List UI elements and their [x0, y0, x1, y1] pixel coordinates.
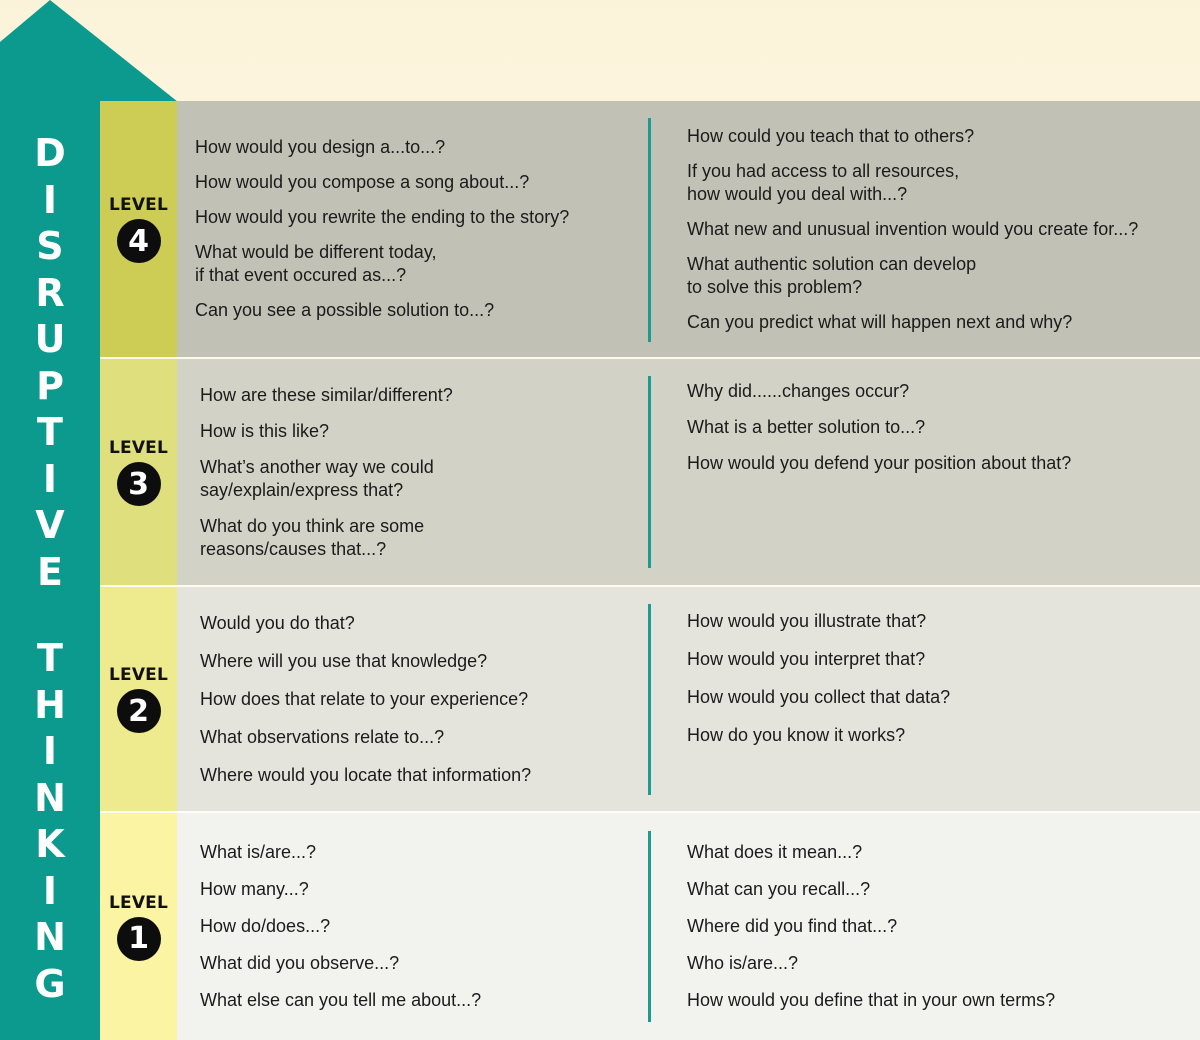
level-3-right-questions	[687, 359, 1197, 585]
title-letter: R	[35, 270, 65, 315]
level-number-badge: 3	[117, 462, 161, 506]
disruptive-thinking-title	[0, 130, 100, 1007]
title-letter: I	[42, 177, 58, 222]
title-letter: I	[42, 456, 58, 501]
question-item: Why did......changes occur?	[687, 381, 910, 401]
column-divider	[648, 118, 651, 342]
question-item: How would you illustrate that?	[687, 611, 927, 631]
level-label: LEVEL	[108, 438, 169, 458]
level-1-row	[100, 813, 1200, 1040]
question-item: How would you define that in your own terms?	[687, 990, 1056, 1010]
question-item: What authentic solution can develop to solve this problem?	[687, 253, 977, 297]
level-4-row	[100, 101, 1200, 357]
title-letter: N	[34, 775, 66, 820]
question-item: Would you do that?	[200, 612, 355, 633]
question-item: What else can you tell me about...?	[200, 990, 482, 1010]
question-item: How would you compose a song about...?	[195, 172, 530, 192]
title-letter: H	[34, 682, 66, 727]
question-item: Can you predict what will happen next and why?	[687, 311, 1073, 332]
level-number-badge: 2	[117, 689, 161, 733]
title-letter: D	[34, 131, 66, 175]
question-item: What do you think are some reasons/causes that...?	[200, 515, 425, 559]
column-divider	[648, 604, 651, 795]
question-item: How does that relate to your experience?	[200, 688, 529, 709]
level-label: LEVEL	[108, 665, 169, 685]
level-4-tab	[100, 101, 177, 357]
question-item: What did you observe...?	[200, 953, 400, 973]
level-label: LEVEL	[108, 892, 169, 913]
level-4-right-questions	[687, 101, 1197, 357]
title-letter: K	[35, 822, 65, 866]
level-3-left-questions	[200, 359, 650, 585]
question-item: How are these similar/different?	[200, 384, 453, 405]
title-letter: G	[34, 961, 66, 1006]
question-item: Where would you locate that information?	[200, 764, 532, 785]
question-item: What is/are...?	[200, 842, 317, 862]
level-2-tab	[100, 587, 177, 811]
question-item: Can you see a possible solution to...?	[195, 300, 495, 320]
level-1-left-questions	[200, 813, 650, 1040]
question-item: What observations relate to...?	[200, 726, 445, 747]
question-item: What would be different today, if that event occured as...?	[195, 242, 437, 285]
arrow-head	[0, 0, 180, 102]
question-item: What does it mean...?	[687, 842, 863, 862]
level-number-badge: 4	[117, 219, 161, 263]
title-letter: P	[36, 363, 64, 408]
level-1-right-questions	[687, 813, 1197, 1040]
level-3-row	[100, 359, 1200, 585]
level-1-tab	[100, 813, 177, 1040]
question-item: Who is/are...?	[687, 953, 799, 973]
level-2-left-questions	[200, 587, 650, 811]
level-3-tab	[100, 359, 177, 585]
column-divider	[648, 831, 651, 1022]
level-number-badge: 1	[117, 917, 161, 961]
question-item: What can you recall...?	[687, 879, 871, 899]
title-letter: S	[36, 224, 64, 268]
title-letter: U	[34, 317, 66, 361]
level-label: LEVEL	[108, 195, 169, 215]
question-item: Where did you find that...?	[687, 916, 898, 936]
level-4-left-questions	[195, 101, 645, 357]
title-word-thinking	[34, 635, 66, 1007]
question-item: How would you defend your position about that?	[687, 453, 1072, 473]
question-item: If you had access to all resources, how would you deal with...?	[687, 160, 960, 204]
title-letter: I	[42, 729, 58, 773]
question-item: How do/does...?	[200, 916, 331, 936]
title-letter: V	[35, 503, 65, 547]
question-item: What new and unusual invention would you create for...?	[687, 218, 1139, 239]
question-item: Where will you use that knowledge?	[200, 650, 488, 671]
question-item: How would you interpret that?	[687, 649, 926, 669]
title-letter: N	[34, 915, 66, 959]
title-letter: T	[37, 636, 63, 680]
column-divider	[648, 376, 651, 568]
question-item: How would you collect that data?	[687, 687, 951, 707]
question-item: What’s another way we could say/explain/express that?	[200, 456, 434, 500]
title-letter: T	[37, 410, 63, 454]
question-item: How would you rewrite the ending to the story?	[195, 207, 570, 227]
question-item: How is this like?	[200, 420, 330, 441]
question-item: What is a better solution to...?	[687, 417, 926, 437]
question-item: How would you design a...to...?	[195, 137, 446, 157]
level-2-row	[100, 587, 1200, 811]
title-letter: I	[42, 868, 58, 913]
question-item: How could you teach that to others?	[687, 125, 975, 146]
level-2-right-questions	[687, 587, 1197, 811]
question-item: How many...?	[200, 879, 309, 899]
question-item: How do you know it works?	[687, 725, 906, 745]
title-word-disruptive	[34, 130, 66, 595]
title-letter: E	[37, 549, 63, 594]
